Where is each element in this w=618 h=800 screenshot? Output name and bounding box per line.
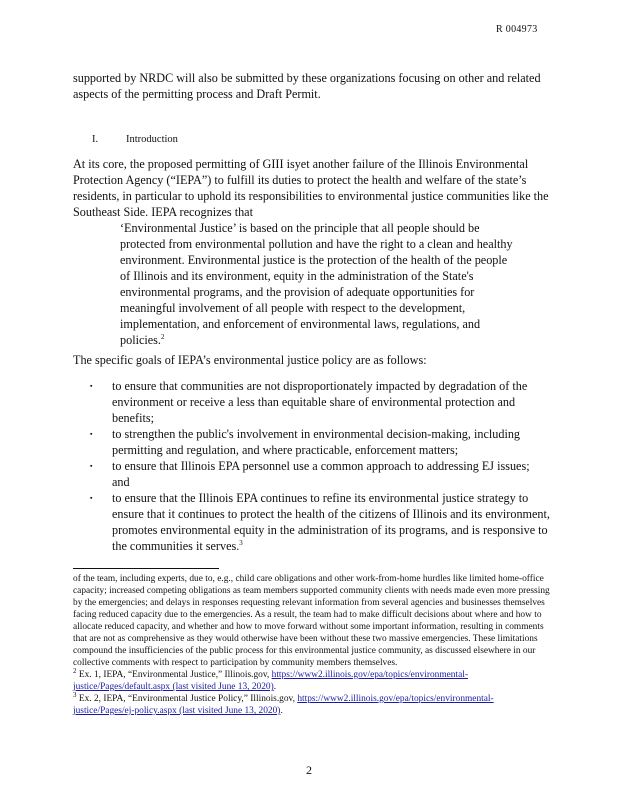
footnote-text: Ex. 1, IEPA, “Environmental Justice,” Illinois.gov, <box>76 670 272 680</box>
footnote-ref: 2 <box>160 332 165 341</box>
footnote-link[interactable]: https://www2.illinois.gov/epa/topics/environmental-justice/Pages/ej-policy.aspx (last visited June 13, 2020) <box>73 694 494 716</box>
block-quote <box>120 220 520 348</box>
bates-number: R 004973 <box>496 24 538 35</box>
footnote-text: Ex. 2, IEPA, “Environmental Justice Policy,” Illinois.gov, <box>76 694 298 704</box>
footnote-continued: of the team, including experts, due to, e.g., child care obligations and other work-from-home hurdles like limited home-office capacity; increased competing obligations as team members supported community clients with needs made even more pressing by the emergencies; and delays in responses requesting relevant information from several agencies and businesses themselves facing reduced capacity due to the emergencies. As a result, the team had to make difficult decisions about where and how to allocate reduced capacity, and whether and how to move forward without some important information, resulting in comments that are not as comprehensive as they would otherwise have been without these two massive emergencies. These limitations compound the insufficiencies of the public process for this environmental justice community, as discussed elsewhere in our collective comments with respect to participation by community members themselves. <box>73 574 550 668</box>
footnote-2 <box>73 666 553 693</box>
footnote-number: 3 <box>73 690 77 699</box>
footnote-number: 2 <box>73 666 77 675</box>
goals-list <box>90 378 550 554</box>
quote-text: ‘Environmental Justice’ is based on the principle that all people should be protected from environmental pollution and have the right to a clean and healthy environment. Environmental justice is the protection of the health of the people of Illinois and its environment, equity in the administration of the State's environmental programs, and the provision of adequate opportunities for meaningful involvement of all people with respect to the development, implementation, and enforcement of environmental laws, regulations, and policies. <box>120 221 513 347</box>
intro-paragraph: At its core, the proposed permitting of GIII isyet another failure of the Illinois Environmental Protection Agency (“IEPA”) to fulfill its duties to protect the health and welfare of the state’s residents, in particular to uphold its responsibilities to environmental justice communities like the Southeast Side. IEPA recognizes that <box>73 157 549 219</box>
goals-intro: The specific goals of IEPA’s environmental justice policy are as follows: <box>73 353 427 367</box>
list-item-text: to ensure that the Illinois EPA continues to refine its environmental justice strategy to ensure that it continues to protect the health of the citizens of Illinois and its environment, promotes environmental equity in the administration of its programs, and is responsive to the communities it serves. <box>112 491 550 553</box>
footnote-end: . <box>273 682 277 692</box>
section-number: I. <box>92 134 99 145</box>
list-item <box>90 490 550 554</box>
list-item-text: to ensure that communities are not disproportionately impacted by degradation of the environment or receive a less than equitable share of environmental protection and benefits; <box>112 379 528 425</box>
footnote-separator <box>73 568 219 569</box>
footnote-link[interactable]: https://www2.illinois.gov/epa/topics/environmental-justice/Pages/default.aspx (last visited June 13, 2020) <box>73 670 468 692</box>
list-item <box>90 458 550 490</box>
footnote-3 <box>73 690 553 717</box>
list-item-text: to ensure that Illinois EPA personnel use a common approach to addressing EJ issues; and <box>112 459 530 489</box>
list-item-text: to strengthen the public's involvement in environmental decision-making, including permitting and regulation, and where practicable, enforcement matters; <box>112 427 521 457</box>
page-number: 2 <box>306 763 312 777</box>
list-item <box>90 378 550 426</box>
continuation-paragraph: supported by NRDC will also be submitted by these organizations focusing on other and related aspects of the permitting process and Draft Permit. <box>73 71 541 101</box>
section-title: Introduction <box>126 134 178 145</box>
footnotes <box>73 573 553 717</box>
footnote-ref: 3 <box>239 538 243 547</box>
list-item <box>90 426 550 458</box>
footnote-end: . <box>280 706 283 716</box>
section-heading <box>92 134 178 145</box>
